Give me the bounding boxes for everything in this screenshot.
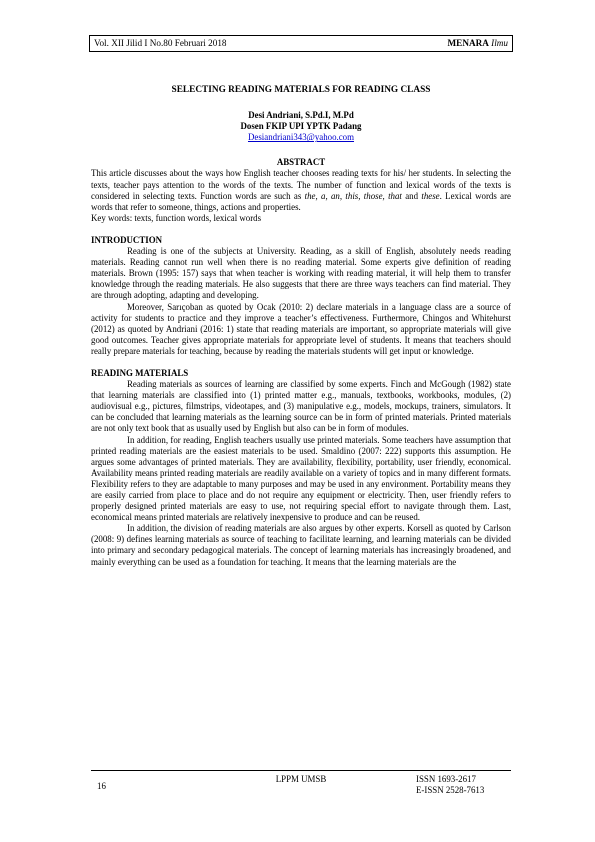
journal-volume: Vol. XII Jilid I No.80 Februari 2018 [94,38,227,48]
running-header [89,35,513,52]
journal-brand [448,36,508,51]
author-name: Desi Andriani, S.Pd.I, M.Pd [248,110,354,121]
article-body [91,85,511,568]
journal-brand-name: MENARA [447,38,489,48]
abstract-text: This article discusses about the ways how English teacher chooses reading texts for his/ her students. In selecting the texts, teacher pays attention to the words of the texts. The number of function and lexical words of the texts is considered in selecting texts. Function words are such as the, a, an, this, those, that and these. Lexical words are words that refer to someone, things, actions and properties. [91,168,511,212]
eissn: E-ISSN 2528-7613 [416,785,485,795]
reading-materials-paragraph-3: In addition, the division of reading materials are also argues by other experts. Korsell as quoted by Carlson (2008: 9) defines learning materials as source of teaching to facilitate learning, and learning materials can be divided into primary and secondary pedagogical materials. The concept of learning materials has increasingly broadened, and mainly everything can be used as a foundation for teaching. It means that the learning materials are the [91,523,511,567]
introduction-paragraph-2: Moreover, Sarıçoban as quoted by Ocak (2010: 2) declare materials in a language class are a source of activity for students to practice and they improve a teacher’s effectiveness. Furthermore, Chingos and Whitehurst (2012) as quoted by Andriani (2016: 1) state that reading materials are important, so appropriate materials will give good outcomes. Teacher gives appropriate materials for appropriate level of students. It means that teachers should really prepare materials for teaching, because by reading the materials students will get input or knowledge. [91,301,511,356]
page-number: 16 [97,781,106,791]
abstract-heading: ABSTRACT [276,157,326,168]
journal-brand-suffix: Ilmu [491,38,508,48]
abstract-italic-last: these [421,190,440,201]
introduction-paragraph-1: Reading is one of the subjects at University. Reading, as a skill of English, absolutely needs reading materials. Reading cannot run well when there is no reading material. Some experts give definition of reading materials. Brown (1995: 157) says that when teacher is working with reading material, it will help them to transfer knowledge through the reading materials. He also suggests that there are three ways teachers can find material. They are through adopting, adapting and developing. [91,246,511,301]
reading-materials-heading: READING MATERIALS [91,367,189,378]
footer-issn [416,774,511,796]
article-title: SELECTING READING MATERIALS FOR READING CLASS [171,85,431,95]
author-email-link[interactable]: Desiandriani343@yahoo.com [247,132,355,143]
issn: ISSN 1693-2617 [416,774,476,784]
author-affiliation: Dosen FKIP UPI YPTK Padang [240,121,362,132]
abstract-italic-words: the, a, an, this, those, that [304,190,402,201]
footer-publisher: LPPM UMSB [275,774,327,784]
reading-materials-paragraph-2: In addition, for reading, English teachers usually use printed materials. Some teachers have assumption that printed reading materials are the easiest materials to be used. Smaldino (2007: 222) supports this assumption. He argues some advantages of printed materials. They are availability, flexibility, portability, user friendly, economical. Availability means printed reading materials are readily available on a variety of topics and in many different formats. Flexibility refers to they are adaptable to many purposes and may be used in any environment. Portability means they are easily carried from place to place and do not require any equipment or electricity. Then, user friendly refers to properly designed printed materials are easy to use, not requiring special effort to navigate through them. Last, economical means printed materials are relatively inexpensive to produce and can be reused. [91,434,511,523]
reading-materials-paragraph-1: Reading materials as sources of learning are classified by some experts. Finch and McGough (1982) state that learning materials are classified into (1) printed matter e.g., manuals, textbooks, workbooks, modules, (2) audiovisual e.g., pictures, filmstrips, videotapes, and (3) manipulative e.g., models, mockups, trainers, simulators. It can be concluded that learning materials as the learning source can be in form of printed materials. Printed materials are not only text book that as usually used by English but also can be in form of modules. [91,379,511,434]
introduction-heading: INTRODUCTION [91,234,163,245]
page-footer [91,770,511,795]
keywords: Key words: texts, function words, lexical words [91,212,262,223]
